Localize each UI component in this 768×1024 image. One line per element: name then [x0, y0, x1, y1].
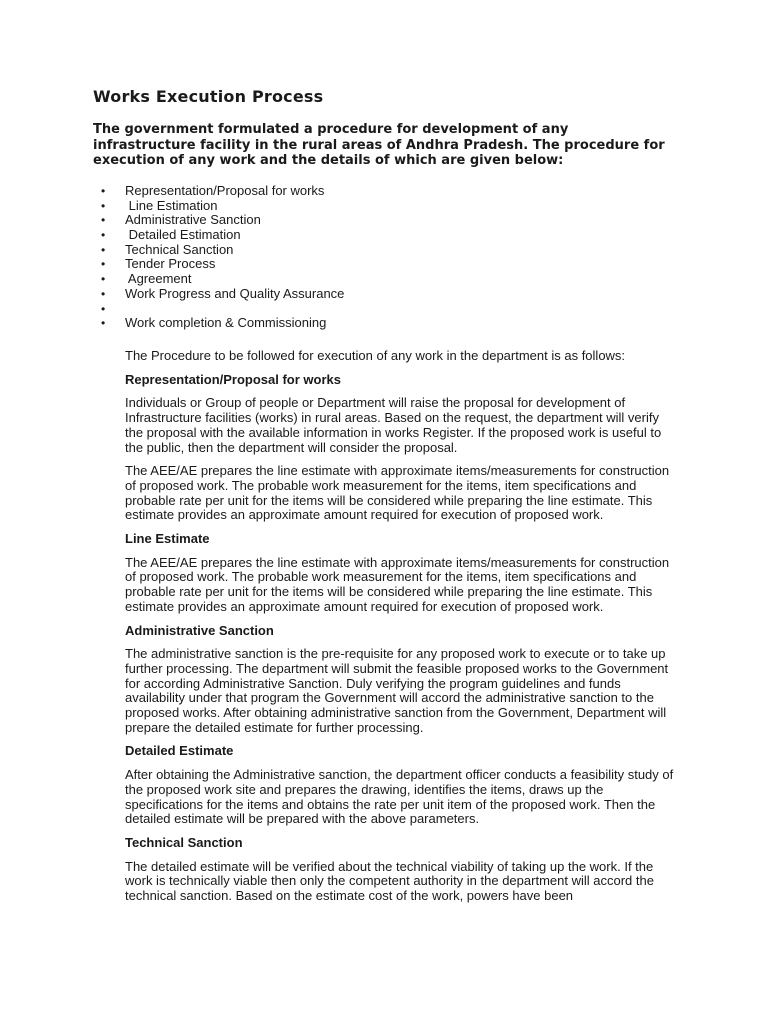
section-heading: Detailed Estimate [125, 743, 234, 759]
section-heading: Technical Sanction [125, 834, 243, 850]
bullet-icon: • [101, 228, 106, 243]
list-item [0, 184, 768, 199]
section-heading: Administrative Sanction [125, 622, 274, 638]
list-item-text: Tender Process [125, 256, 216, 272]
list-item [0, 302, 768, 317]
section-paragraph: The detailed estimate will be verified about the technical viability of taking up the work. If the work is technically viable then only the competent authority in the department will accord the technical sanction. Based on the estimate cost of the work, powers have been [125, 858, 654, 904]
section-paragraph: The AEE/AE prepares the line estimate with approximate items/measurements for construction of proposed work. The probable work measurement for the items, item specifications and probable rate per unit for the items will be considered while preparing the line estimate. This estimate provides an approximate amount required for execution of proposed work. [125, 463, 670, 523]
list-item [0, 272, 768, 287]
bullet-icon: • [101, 198, 106, 213]
intro-paragraph: The government formulated a procedure for development of any infrastructure facility in the rural areas of Andhra Pradesh. The procedure for execution of any work and the details of which are given below: [93, 122, 665, 168]
bullet-icon: • [101, 184, 106, 198]
section-heading: Representation/Proposal for works [125, 371, 341, 387]
list-item [0, 213, 768, 228]
list-item [0, 287, 768, 302]
page-title: Works Execution Process [93, 87, 324, 106]
list-item-text: Work completion & Commissioning [125, 315, 327, 331]
bullet-icon: • [101, 301, 106, 316]
list-item [0, 243, 768, 258]
process-steps-list [0, 184, 768, 331]
list-item [0, 316, 768, 331]
bullet-icon: • [101, 272, 106, 287]
list-item-text: Administrative Sanction [125, 212, 261, 228]
list-item-text: Work Progress and Quality Assurance [125, 285, 345, 301]
section-paragraph: The administrative sanction is the pre-requisite for any proposed work to execute or to take up further processing. The department will submit the feasible proposed works to the Government for according Administrative Sanction. Duly verifying the program guidelines and funds availability under that program the Government will accord the administrative sanction to the proposed works. After obtaining administrative sanction from the Government, Department will prepare the detailed estimate for further processing. [125, 646, 669, 735]
list-item-text: Agreement [125, 271, 192, 287]
bullet-icon: • [101, 213, 106, 228]
list-item-text: Line Estimation [125, 197, 218, 213]
document-body [125, 349, 680, 913]
bullet-icon: • [101, 242, 106, 257]
list-item-text: Representation/Proposal for works [125, 183, 325, 198]
bullet-icon: • [101, 316, 106, 331]
list-item-text: Detailed Estimation [125, 227, 241, 243]
list-item-text: Technical Sanction [125, 241, 234, 257]
list-item [0, 257, 768, 272]
procedure-intro: The Procedure to be followed for execution of any work in the department is as follows: [125, 348, 626, 363]
list-item [0, 228, 768, 243]
bullet-icon: • [101, 286, 106, 301]
section-heading: Line Estimate [125, 531, 210, 547]
section-paragraph: Individuals or Group of people or Department will raise the proposal for development of Infrastructure facilities (works) in rural areas. Based on the request, the department will verify the proposal with the available information in works Register. If the proposed work is useful to the public, then the department will consider the proposal. [125, 395, 662, 455]
section-paragraph: After obtaining the Administrative sanction, the department officer conducts a feasibility study of the proposed work site and prepares the drawing, identifies the items, draws up the specifications for the items and obtains the rate per unit item of the proposed work. Then the detailed estimate will be prepared with the above parameters. [125, 767, 674, 827]
bullet-icon: • [101, 257, 106, 272]
section-paragraph: The AEE/AE prepares the line estimate with approximate items/measurements for construction of proposed work. The probable work measurement for the items, item specifications and probable rate per unit for the items will be considered while preparing the line estimate. This estimate provides an approximate amount required for execution of proposed work. [125, 554, 670, 614]
list-item [0, 199, 768, 214]
